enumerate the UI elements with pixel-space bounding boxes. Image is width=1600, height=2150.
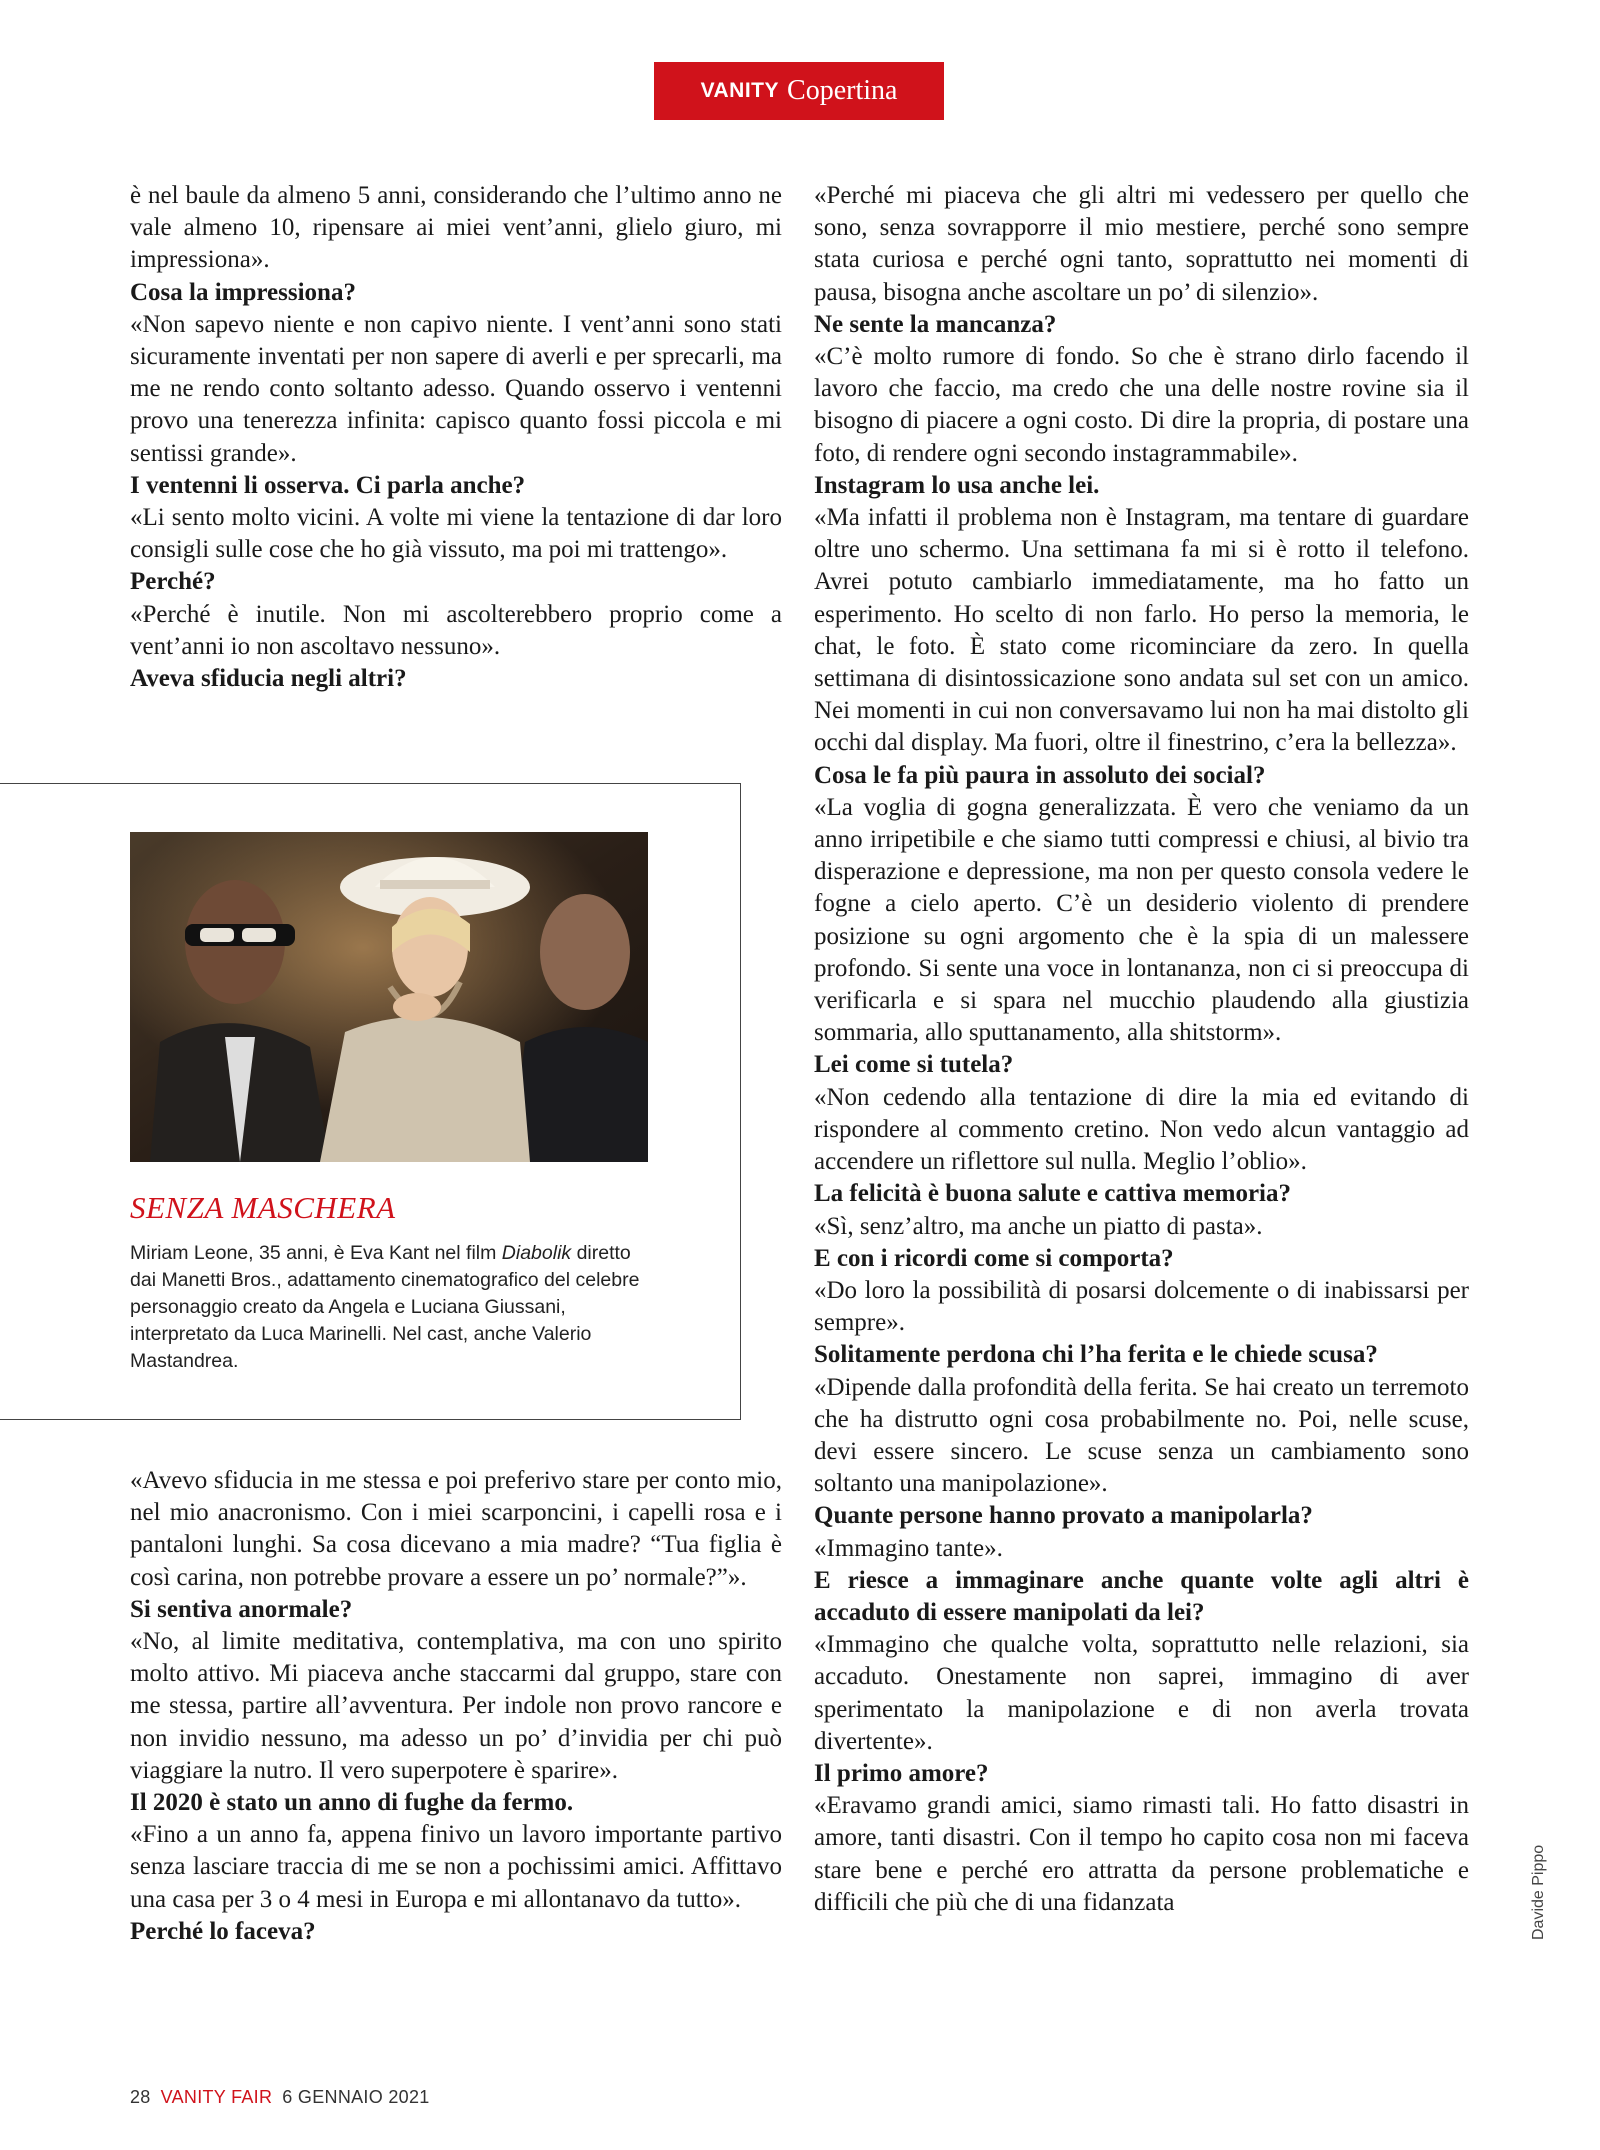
interview-question: Cosa le fa più paura in assoluto dei social? — [814, 761, 1266, 789]
header-brand: VANITY — [700, 79, 780, 102]
page-number: 28 — [130, 2087, 151, 2107]
interview-answer: «Ma infatti il problema non è Instagram, ma tentare di guardare oltre uno schermo. Una settimana fa mi si è rotto il telefono. Avrei potuto cambiarlo immediatamente, ma ho fatto un esperimento. Ho scelto di non farlo. Ho perso la memoria, le chat, le foto. È stato come ricominciare da zero. In quella settimana di disintossicazione sono andata sul set con un amico. Nei momenti in cui non conversavamo lui non ha mai distolto gli occhi dal display. Ma fuori, oltre il finestrino, c’era la bellezza». — [814, 504, 1469, 757]
interview-question: Instagram lo usa anche lei. — [814, 471, 1100, 499]
column-left-bottom — [130, 1465, 782, 1948]
interview-answer: è nel baule da almeno 5 anni, considerando che l’ultimo anno ne vale almeno 10, ripensare ai miei vent’anni, glielo giuro, mi impressiona». — [130, 182, 782, 274]
caption-text: Miriam Leone, 35 anni, è Eva Kant nel film Diabolik diretto dai Manetti Bros., adattamento cinematografico del celebre personaggio creato da Angela e Luciana Giussani, interpretato da Luca Marinelli. Nel cast, anche Valerio Mastandrea. — [130, 1242, 640, 1372]
column-right — [814, 180, 1469, 1919]
interview-question: La felicità è buona salute e cattiva memoria? — [814, 1180, 1291, 1208]
interview-answer: «Non cedendo alla tentazione di dire la mia ed evitando di rispondere al commento cretino. Non vedo alcun vantaggio ad accendere un riflettore sul nulla. Meglio l’oblio». — [814, 1083, 1469, 1176]
interview-answer: «La voglia di gogna generalizzata. È vero che veniamo da un anno irripetibile e che siamo tutti compressi e chiusi, al bivio tra disperazione e depressione, ma non per questo consola vedere le fogne a cielo aperto. C’è un desiderio violento di prendere posizione su ogni argomento che è la spia di un malessere profondo. Si sente una voce in lontananza, non ci si preoccupa di verificarla e si spara nel mucchio plaudendo alla giustizia sommaria, allo sputtanamento, alla shitstorm». — [814, 793, 1469, 1047]
interview-question: Ne sente la mancanza? — [814, 310, 1057, 338]
interview-question: Solitamente perdona chi l’ha ferita e le chiede scusa? — [814, 1341, 1378, 1369]
interview-answer: «Li sento molto vicini. A volte mi viene la tentazione di dar loro consigli sulle cose che ho già vissuto, ma poi mi trattengo». — [130, 504, 782, 564]
interview-question: Il 2020 è stato un anno di fughe da fermo. — [130, 1789, 574, 1817]
interview-answer: «Do loro la possibilità di posarsi dolcemente o di inabissarsi per sempre». — [814, 1276, 1469, 1337]
interview-question: E riesce a immaginare anche quante volte agli altri è accaduto di essere manipolati da lei? — [814, 1566, 1469, 1626]
film-still-photo — [130, 832, 648, 1162]
interview-question: I ventenni li osserva. Ci parla anche? — [130, 471, 526, 499]
footer-date: 6 GENNAIO 2021 — [282, 2087, 430, 2107]
section-header-tag — [654, 62, 944, 120]
interview-answer: «Non sapevo niente e non capivo niente. I vent’anni sono stati sicuramente inventati per non sapere di averli e per sprecarli, ma me ne rendo conto soltanto adesso. Quando osservo i ventenni provo una tenerezza infinita: capisco quanto fossi piccola e mi sentissi grande». — [130, 310, 782, 467]
header-section: Copertina — [787, 75, 898, 106]
interview-question: Cosa la impressiona? — [130, 278, 356, 306]
interview-question: Perché? — [130, 568, 216, 596]
caption-title: SENZA MASCHERA — [130, 1190, 396, 1225]
interview-question: Perché lo faceva? — [130, 1917, 316, 1945]
interview-question: Il primo amore? — [814, 1759, 989, 1787]
interview-question: Aveva sfiducia negli altri? — [130, 665, 407, 693]
interview-answer: «Avevo sfiducia in me stessa e poi preferivo stare per conto mio, nel mio anacronismo. Con i miei scarponcini, i capelli rosa e i pantaloni lunghi. Sa cosa dicevano a mia madre? “Tua figlia è così carina, non potrebbe provare a essere un po’ normale?”». — [130, 1467, 782, 1591]
interview-answer: «Fino a un anno fa, appena finivo un lavoro importante partivo senza lasciare traccia di me se non a pochissimi amici. Affittavo una casa per 3 o 4 mesi in Europa e mi allontanavo da tutto». — [130, 1821, 782, 1913]
interview-answer: «Immagino tante». — [814, 1534, 1003, 1562]
interview-answer: «No, al limite meditativa, contemplativa, ma con uno spirito molto attivo. Mi piaceva anche staccarmi dal gruppo, stare con me stessa, partire all’avventura. Per indole non provo rancore e non invidio nessuno, ma adesso un po’ d’invidia per chi può viaggiare la nutro. Il vero superpotere è sparire». — [130, 1628, 782, 1784]
interview-answer: «Dipende dalla profondità della ferita. Se hai creato un terremoto che ha distrutto ogni cosa probabilmente no. Poi, nelle scuse, devi essere sincero. Le scuse senza un cambiamento sono soltanto una manipolazione». — [814, 1373, 1469, 1498]
interview-question: Quante persone hanno provato a manipolarla? — [814, 1502, 1313, 1530]
photo-credit: Davide Pippo — [1530, 1844, 1547, 1940]
interview-answer: «Sì, senz’altro, ma anche un piatto di pasta». — [814, 1212, 1263, 1240]
interview-question: Si sentiva anormale? — [130, 1595, 353, 1623]
column-left-top — [130, 180, 782, 695]
caption-film-title: Diabolik — [501, 1242, 572, 1264]
interview-answer: «Perché mi piaceva che gli altri mi vedessero per quello che sono, senza sovrapporre il mio mestiere, perché sono sempre stata curiosa e perché ogni tanto, soprattutto nei momenti di pausa, bisogna anche ascoltare un po’ di silenzio». — [814, 182, 1469, 306]
interview-answer: «Immagino che qualche volta, soprattutto nelle relazioni, sia accaduto. Onestamente non saprei, immagino di aver sperimentato la manipolazione e di non averla trovata divertente». — [814, 1631, 1469, 1755]
interview-answer: «Perché è inutile. Non mi ascolterebbero proprio come a vent’anni io non ascoltavo nessuno». — [130, 600, 782, 660]
interview-question: E con i ricordi come si comporta? — [814, 1244, 1174, 1272]
interview-question: Lei come si tutela? — [814, 1051, 1014, 1079]
interview-answer: «Eravamo grandi amici, siamo rimasti tali. Ho fatto disastri in amore, tanti disastri. Con il tempo ho capito cosa non mi faceva stare bene e perché ero attratta da persone problematiche e difficili che più che di una fidanzata — [814, 1792, 1469, 1916]
interview-answer: «C’è molto rumore di fondo. So che è strano dirlo facendo il lavoro che faccio, ma credo che una delle nostre rovine sia il bisogno di piacere a ogni costo. Di dire la propria, di postare una foto, di rendere ogni secondo instagrammabile». — [814, 343, 1469, 467]
footer-magazine: VANITY FAIR — [160, 2087, 273, 2107]
page-footer — [130, 2087, 430, 2108]
